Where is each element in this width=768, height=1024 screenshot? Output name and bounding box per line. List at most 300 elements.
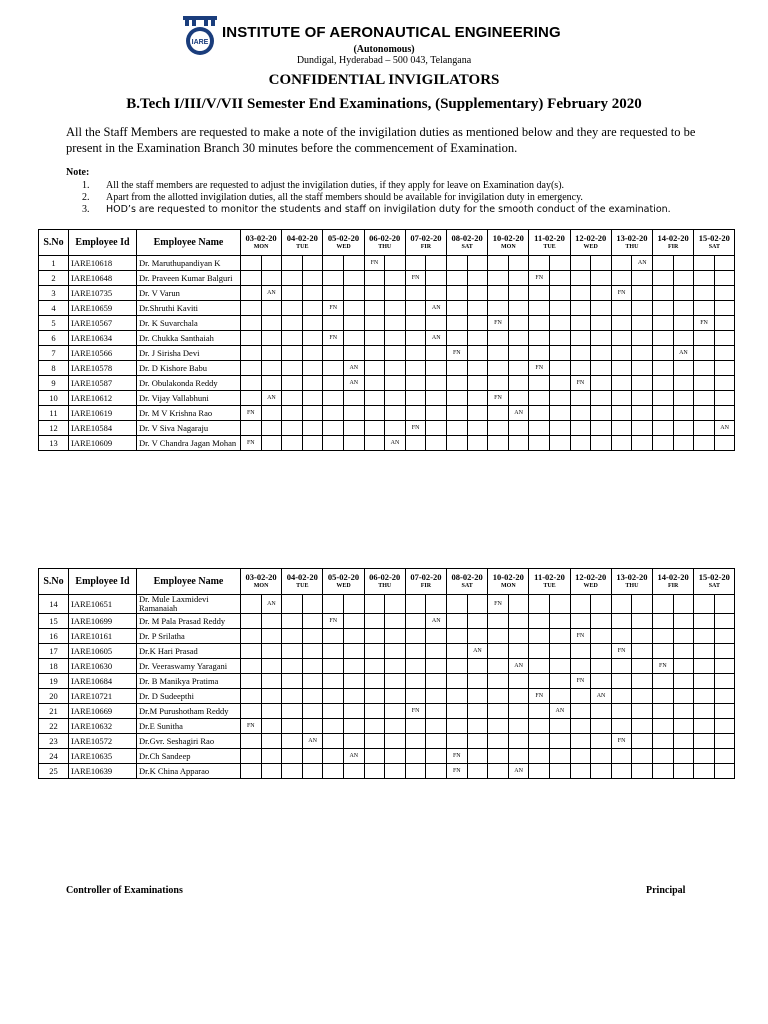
duty-cell — [488, 361, 509, 376]
duty-cell — [632, 674, 653, 689]
duty-cell — [508, 256, 529, 271]
duty-cell — [282, 316, 303, 331]
duty-cell — [611, 659, 632, 674]
duty-cell — [714, 659, 735, 674]
duty-cell — [344, 764, 365, 779]
duty-cell — [591, 346, 612, 361]
employee-id-cell: IARE10648 — [69, 271, 137, 286]
duty-cell — [405, 749, 426, 764]
duty-cell — [550, 614, 571, 629]
duty-cell — [694, 391, 715, 406]
duty-cell — [282, 644, 303, 659]
duty-cell: AN — [632, 256, 653, 271]
duty-cell — [611, 316, 632, 331]
duty-cell — [714, 704, 735, 719]
sno-cell: 18 — [39, 659, 69, 674]
table-row — [39, 301, 735, 316]
duty-cell — [632, 331, 653, 346]
duty-cell — [405, 346, 426, 361]
duty-cell: FN — [529, 271, 550, 286]
employee-id-cell: IARE10669 — [69, 704, 137, 719]
duty-cell — [447, 406, 468, 421]
duty-cell — [405, 406, 426, 421]
duty-cell — [550, 346, 571, 361]
duty-cell — [570, 331, 591, 346]
duty-cell — [570, 421, 591, 436]
duty-cell — [302, 331, 323, 346]
duty-cell — [261, 376, 282, 391]
duty-cell — [426, 764, 447, 779]
duty-cell: FN — [241, 436, 262, 451]
duty-cell — [282, 346, 303, 361]
duty-cell — [282, 595, 303, 614]
sno-cell: 11 — [39, 406, 69, 421]
duty-cell — [508, 346, 529, 361]
duty-cell — [632, 659, 653, 674]
employee-id-cell: IARE10567 — [69, 316, 137, 331]
employee-name-cell: Dr. Praveen Kumar Balguri — [137, 271, 241, 286]
duty-cell — [714, 734, 735, 749]
table-row — [39, 391, 735, 406]
duty-cell — [344, 346, 365, 361]
note-heading: Note: — [66, 167, 90, 178]
table-row — [39, 614, 735, 629]
duty-cell — [591, 286, 612, 301]
duty-cell: FN — [447, 764, 468, 779]
duty-cell — [385, 346, 406, 361]
duty-cell — [570, 644, 591, 659]
duty-cell — [364, 629, 385, 644]
date-header: 12-02-20 WED — [570, 569, 611, 595]
duty-cell — [714, 595, 735, 614]
employee-id-header: Employee Id — [69, 569, 137, 595]
duty-cell — [385, 644, 406, 659]
employee-id-cell: IARE10634 — [69, 331, 137, 346]
duty-cell — [714, 719, 735, 734]
duty-cell — [302, 629, 323, 644]
duty-cell — [488, 376, 509, 391]
duty-cell — [508, 595, 529, 614]
duty-cell — [550, 376, 571, 391]
employee-name-header: Employee Name — [137, 230, 241, 256]
duty-cell — [488, 734, 509, 749]
duty-cell — [529, 595, 550, 614]
date-header: 03-02-20 MON — [241, 569, 282, 595]
duty-cell — [570, 391, 591, 406]
duty-cell — [405, 331, 426, 346]
table-row — [39, 595, 735, 614]
duty-cell — [611, 689, 632, 704]
sno-cell: 4 — [39, 301, 69, 316]
duty-cell — [447, 734, 468, 749]
duty-cell — [323, 436, 344, 451]
duty-cell: AN — [426, 331, 447, 346]
duty-cell — [323, 271, 344, 286]
employee-name-cell: Dr.E Sunitha — [137, 719, 241, 734]
duty-cell: AN — [344, 749, 365, 764]
duty-cell — [488, 421, 509, 436]
duty-cell — [632, 271, 653, 286]
duty-cell — [405, 391, 426, 406]
duty-cell — [364, 595, 385, 614]
duty-cell: FN — [364, 256, 385, 271]
duty-cell — [653, 376, 674, 391]
duty-cell — [344, 704, 365, 719]
sno-cell: 20 — [39, 689, 69, 704]
duty-cell — [508, 286, 529, 301]
duty-cell — [364, 704, 385, 719]
date-header: 06-02-20 THU — [364, 569, 405, 595]
date-header: 10-02-20 MON — [488, 230, 529, 256]
duty-cell — [467, 331, 488, 346]
duty-cell — [344, 644, 365, 659]
employee-name-header: Employee Name — [137, 569, 241, 595]
duty-cell — [714, 331, 735, 346]
duty-cell — [426, 346, 447, 361]
duty-cell — [467, 406, 488, 421]
duty-cell — [694, 256, 715, 271]
duty-cell — [426, 659, 447, 674]
duty-cell — [282, 421, 303, 436]
duty-cell — [467, 271, 488, 286]
duty-cell — [426, 644, 447, 659]
duty-cell — [508, 734, 529, 749]
duty-cell — [529, 764, 550, 779]
duty-cell — [611, 361, 632, 376]
employee-id-header: Employee Id — [69, 230, 137, 256]
duty-cell — [591, 316, 612, 331]
duty-cell — [364, 614, 385, 629]
duty-cell — [611, 421, 632, 436]
duty-cell — [673, 614, 694, 629]
duty-cell — [529, 316, 550, 331]
sno-cell: 21 — [39, 704, 69, 719]
duty-cell — [714, 674, 735, 689]
duty-cell — [364, 674, 385, 689]
duty-cell — [632, 406, 653, 421]
duty-cell — [488, 271, 509, 286]
date-header: 04-02-20 TUE — [282, 230, 323, 256]
duty-cell — [550, 659, 571, 674]
employee-name-cell: Dr.K Hari Prasad — [137, 644, 241, 659]
duty-cell — [302, 391, 323, 406]
duty-cell — [385, 256, 406, 271]
duty-cell — [570, 614, 591, 629]
duty-cell — [447, 704, 468, 719]
duty-cell — [570, 256, 591, 271]
duty-cell — [714, 614, 735, 629]
duty-cell — [591, 644, 612, 659]
duty-cell — [653, 286, 674, 301]
employee-name-cell: Dr. Mule Laxmidevi Ramanaiah — [137, 595, 241, 614]
duty-cell — [714, 286, 735, 301]
duty-cell — [261, 734, 282, 749]
duty-cell — [282, 361, 303, 376]
duty-cell — [426, 271, 447, 286]
invigilation-table-1 — [38, 229, 735, 451]
duty-cell — [344, 614, 365, 629]
duty-cell — [302, 346, 323, 361]
duty-cell — [467, 764, 488, 779]
duty-cell — [323, 644, 344, 659]
duty-cell — [385, 331, 406, 346]
duty-cell — [405, 436, 426, 451]
duty-cell — [570, 734, 591, 749]
institute-name: INSTITUTE OF AERONAUTICAL ENGINEERING — [222, 24, 561, 41]
duty-cell — [426, 629, 447, 644]
duty-cell — [302, 406, 323, 421]
duty-cell — [529, 644, 550, 659]
exam-title: B.Tech I/III/V/VII Semester End Examinations, (Supplementary) February 2020 — [126, 96, 642, 112]
duty-cell — [405, 376, 426, 391]
employee-name-cell: Dr. D Kishore Babu — [137, 361, 241, 376]
duty-cell — [653, 674, 674, 689]
duty-cell: FN — [529, 361, 550, 376]
duty-cell — [611, 391, 632, 406]
duty-cell — [385, 689, 406, 704]
duty-cell — [529, 331, 550, 346]
duty-cell — [694, 346, 715, 361]
duty-cell — [488, 301, 509, 316]
duty-cell — [467, 659, 488, 674]
duty-cell — [302, 749, 323, 764]
employee-name-cell: Dr. J Sirisha Devi — [137, 346, 241, 361]
duty-cell — [529, 391, 550, 406]
duty-cell — [282, 659, 303, 674]
date-header: 08-02-20 SAT — [447, 230, 488, 256]
duty-cell — [344, 595, 365, 614]
duty-cell — [694, 421, 715, 436]
duty-cell — [673, 659, 694, 674]
duty-cell — [405, 614, 426, 629]
duty-cell — [673, 644, 694, 659]
duty-cell — [405, 301, 426, 316]
duty-cell — [282, 376, 303, 391]
duty-cell — [529, 629, 550, 644]
duty-cell — [261, 689, 282, 704]
table-row — [39, 629, 735, 644]
duty-cell — [529, 734, 550, 749]
duty-cell — [611, 629, 632, 644]
table-header-row — [39, 569, 735, 595]
duty-cell — [673, 719, 694, 734]
duty-cell — [426, 316, 447, 331]
duty-cell — [653, 704, 674, 719]
duty-cell — [426, 406, 447, 421]
duty-cell: FN — [447, 346, 468, 361]
duty-cell — [529, 346, 550, 361]
duty-cell — [344, 629, 365, 644]
duty-cell — [385, 614, 406, 629]
duty-cell — [488, 256, 509, 271]
duty-cell — [447, 376, 468, 391]
duty-cell — [364, 271, 385, 286]
duty-cell — [241, 271, 262, 286]
duty-cell: FN — [529, 689, 550, 704]
duty-cell: FN — [694, 316, 715, 331]
employee-name-cell: Dr. V Siva Nagaraju — [137, 421, 241, 436]
duty-cell — [344, 734, 365, 749]
duty-cell — [302, 674, 323, 689]
duty-cell — [302, 376, 323, 391]
duty-cell — [447, 595, 468, 614]
duty-cell — [550, 734, 571, 749]
duty-cell — [261, 436, 282, 451]
duty-cell — [694, 689, 715, 704]
duty-cell — [426, 595, 447, 614]
duty-cell — [323, 734, 344, 749]
duty-cell — [673, 689, 694, 704]
duty-cell — [508, 391, 529, 406]
duty-cell — [426, 361, 447, 376]
duty-cell — [529, 421, 550, 436]
duty-cell — [673, 704, 694, 719]
duty-cell — [508, 376, 529, 391]
duty-cell — [488, 704, 509, 719]
duty-cell: AN — [344, 361, 365, 376]
duty-cell: AN — [467, 644, 488, 659]
duty-cell — [467, 689, 488, 704]
duty-cell — [364, 644, 385, 659]
duty-cell — [282, 749, 303, 764]
duty-cell — [653, 271, 674, 286]
duty-cell — [488, 764, 509, 779]
duty-cell — [467, 421, 488, 436]
duty-cell — [385, 421, 406, 436]
duty-cell — [467, 286, 488, 301]
duty-cell — [426, 286, 447, 301]
sno-header: S.No — [39, 569, 69, 595]
table-row — [39, 346, 735, 361]
employee-id-cell: IARE10587 — [69, 376, 137, 391]
duty-cell: FN — [488, 391, 509, 406]
duty-cell — [282, 764, 303, 779]
duty-cell — [467, 316, 488, 331]
duty-cell — [447, 629, 468, 644]
duty-cell — [447, 689, 468, 704]
duty-cell — [653, 614, 674, 629]
duty-cell — [632, 436, 653, 451]
employee-name-cell: Dr. Vijay Vallabhuni — [137, 391, 241, 406]
duty-cell — [385, 749, 406, 764]
sno-cell: 23 — [39, 734, 69, 749]
duty-cell — [261, 346, 282, 361]
duty-cell — [426, 704, 447, 719]
duty-cell: FN — [611, 286, 632, 301]
duty-cell — [529, 704, 550, 719]
duty-cell — [550, 764, 571, 779]
duty-cell: AN — [673, 346, 694, 361]
duty-cell — [508, 436, 529, 451]
duty-cell — [405, 629, 426, 644]
employee-id-cell: IARE10632 — [69, 719, 137, 734]
duty-cell — [570, 346, 591, 361]
duty-cell — [385, 659, 406, 674]
duty-cell — [653, 689, 674, 704]
duty-cell — [261, 644, 282, 659]
duty-cell — [653, 301, 674, 316]
duty-cell — [241, 704, 262, 719]
duty-cell — [405, 595, 426, 614]
autonomous-label: (Autonomous) — [353, 44, 415, 55]
table-row — [39, 406, 735, 421]
sno-cell: 9 — [39, 376, 69, 391]
duty-cell — [673, 734, 694, 749]
duty-cell — [611, 595, 632, 614]
duty-cell — [467, 704, 488, 719]
duty-cell — [632, 734, 653, 749]
duty-cell — [673, 595, 694, 614]
duty-cell — [302, 271, 323, 286]
duty-cell — [488, 689, 509, 704]
duty-cell — [653, 436, 674, 451]
date-header: 07-02-20 FIR — [405, 230, 446, 256]
employee-name-cell: Dr. Maruthupandiyan K — [137, 256, 241, 271]
duty-cell — [447, 659, 468, 674]
duty-cell — [570, 749, 591, 764]
duty-cell — [570, 361, 591, 376]
notes-list — [82, 180, 671, 216]
duty-cell — [632, 689, 653, 704]
duty-cell — [714, 346, 735, 361]
duty-cell — [426, 256, 447, 271]
duty-cell — [591, 391, 612, 406]
duty-cell — [508, 271, 529, 286]
duty-cell — [241, 629, 262, 644]
duty-cell — [364, 391, 385, 406]
duty-cell — [611, 256, 632, 271]
duty-cell — [653, 719, 674, 734]
duty-cell — [302, 704, 323, 719]
duty-cell — [714, 629, 735, 644]
employee-id-cell: IARE10584 — [69, 421, 137, 436]
duty-cell — [550, 301, 571, 316]
duty-cell — [673, 286, 694, 301]
employee-id-cell: IARE10161 — [69, 629, 137, 644]
duty-cell — [591, 629, 612, 644]
duty-cell — [673, 674, 694, 689]
duty-cell: AN — [344, 376, 365, 391]
sno-cell: 22 — [39, 719, 69, 734]
sno-cell: 2 — [39, 271, 69, 286]
duty-cell — [488, 406, 509, 421]
table-row — [39, 689, 735, 704]
duty-cell: FN — [323, 331, 344, 346]
duty-cell — [694, 361, 715, 376]
duty-cell — [323, 719, 344, 734]
duty-cell — [673, 376, 694, 391]
duty-cell — [714, 376, 735, 391]
duty-cell — [673, 764, 694, 779]
duty-cell — [364, 659, 385, 674]
employee-name-cell: Dr. K Suvarchala — [137, 316, 241, 331]
duty-cell — [591, 704, 612, 719]
duty-cell — [344, 286, 365, 301]
duty-cell — [364, 764, 385, 779]
duty-cell — [714, 644, 735, 659]
duty-cell — [508, 749, 529, 764]
duty-cell — [447, 421, 468, 436]
duty-cell — [632, 376, 653, 391]
duty-cell — [405, 256, 426, 271]
duty-cell — [611, 436, 632, 451]
date-header: 06-02-20 THU — [364, 230, 405, 256]
duty-cell — [467, 346, 488, 361]
duty-cell — [323, 749, 344, 764]
duty-cell — [385, 361, 406, 376]
employee-id-cell: IARE10639 — [69, 764, 137, 779]
duty-cell — [508, 331, 529, 346]
